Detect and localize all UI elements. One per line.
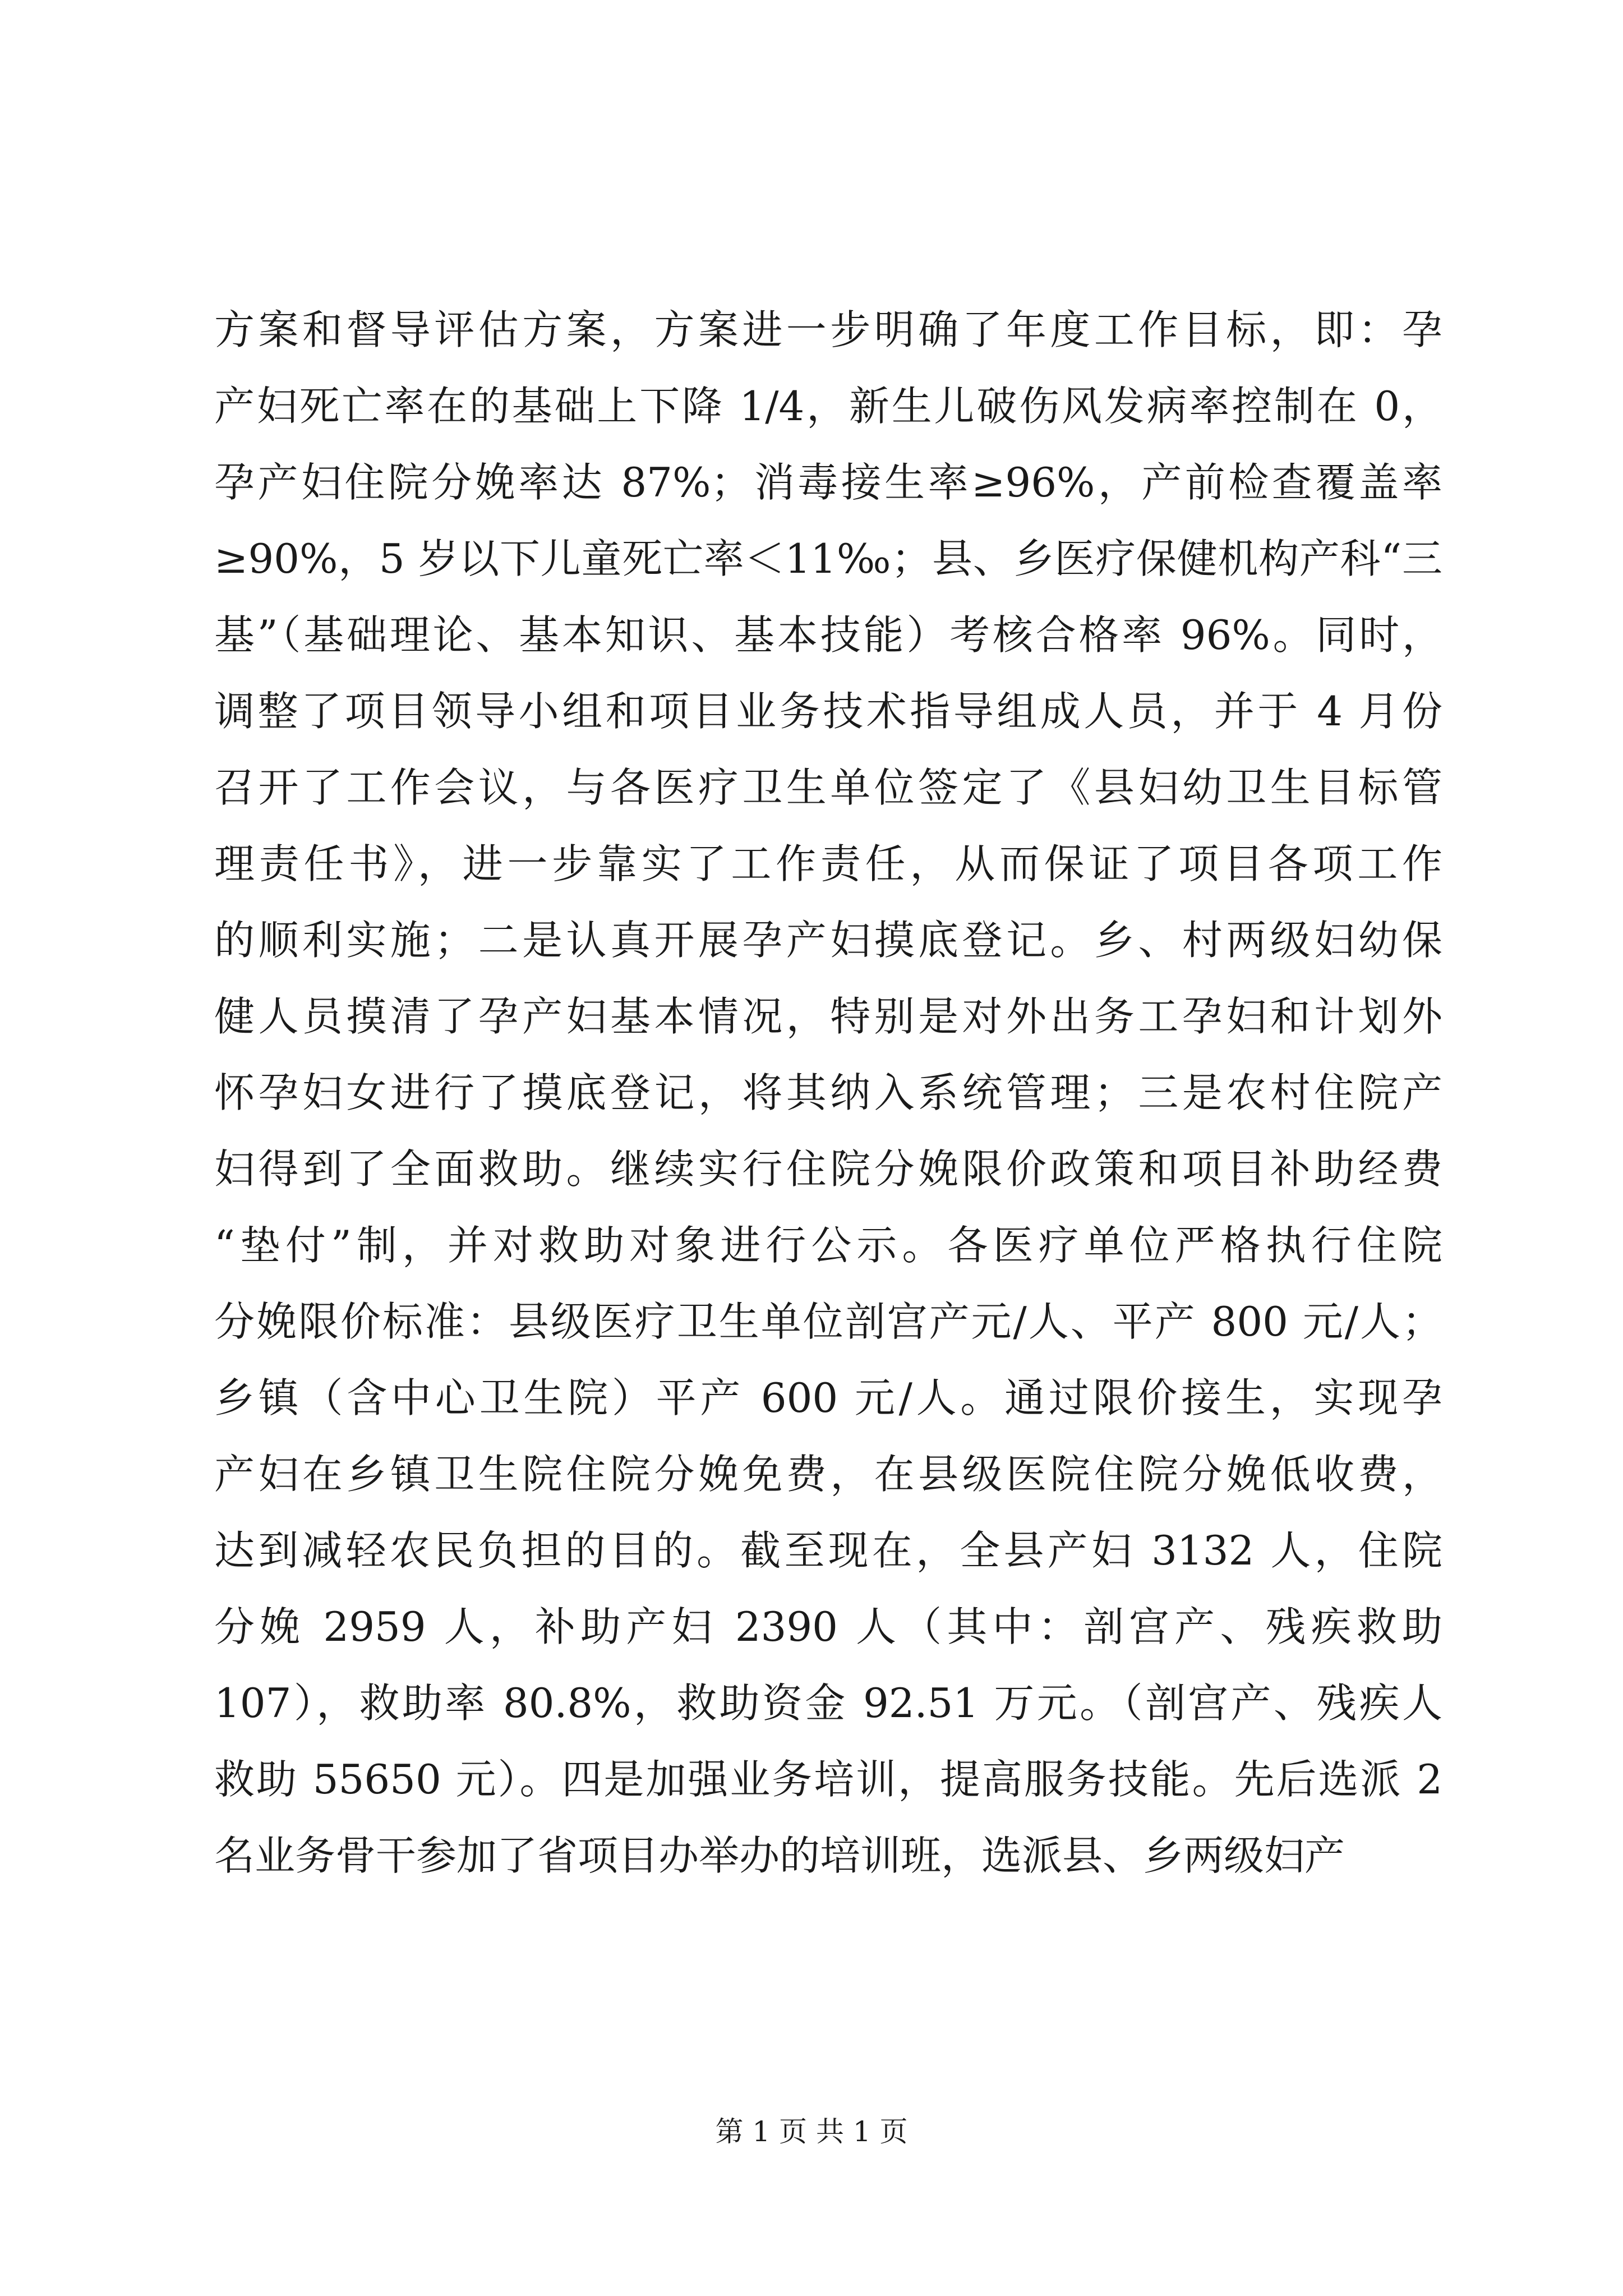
body-paragraph [214,292,1442,1894]
text-line: 分娩 2959 人，补助产妇 2390 人（其中：剖宫产、残疾救助 [214,1603,1442,1650]
text-line: 召开了工作会议，与各医疗卫生单位签定了《县妇幼卫生目标管 [214,764,1442,811]
text-line: 名业务骨干参加了省项目办举办的培训班，选派县、乡两级妇产 [214,1832,1345,1879]
text-line: 分娩限价标准：县级医疗卫生单位剖宫产元/人、平产 800 元/人； [214,1298,1442,1345]
text-line: 调整了项目领导小组和项目业务技术指导组成人员，并于 4 月份 [214,688,1442,735]
text-line: 达到减轻农民负担的目的。截至现在，全县产妇 3132 人，住院 [214,1527,1442,1574]
text-line: 理责任书》，进一步靠实了工作责任，从而保证了项目各项工作 [214,840,1442,887]
text-line: 方案和督导评估方案，方案进一步明确了年度工作目标，即：孕 [214,306,1442,353]
text-line: 孕产妇住院分娩率达 87%；消毒接生率≥96%，产前检查覆盖率 [214,459,1442,506]
text-line: 基”（基础理论、基本知识、基本技能）考核合格率 96%。同时， [214,611,1442,659]
text-line: 107），救助率 80.8%，救助资金 92.51 万元。（剖宫产、残疾人 [214,1680,1442,1727]
text-line: 怀孕妇女进行了摸底登记，将其纳入系统管理；三是农村住院产 [214,1069,1442,1116]
text-line: 妇得到了全面救助。继续实行住院分娩限价政策和项目补助经费 [214,1145,1442,1193]
page-footer: 第 1 页 共 1 页 [715,2115,908,2148]
text-line: “垫付”制，并对救助对象进行公示。各医疗单位严格执行住院 [214,1222,1442,1269]
text-line: 产妇死亡率在的基础上下降 1/4，新生儿破伤风发病率控制在 0， [214,383,1442,430]
text-line: 救助 55650 元）。四是加强业务培训，提高服务技能。先后选派 2 [214,1756,1442,1803]
text-line: 健人员摸清了孕产妇基本情况，特别是对外出务工孕妇和计划外 [214,993,1442,1040]
text-line: 产妇在乡镇卫生院住院分娩免费，在县级医院住院分娩低收费， [214,1451,1442,1498]
text-line: ≥90%，5 岁以下儿童死亡率＜11‰；县、乡医疗保健机构产科“三 [214,535,1442,582]
text-line: 的顺利实施；二是认真开展孕产妇摸底登记。乡、村两级妇幼保 [214,917,1442,964]
text-line: 乡镇（含中心卫生院）平产 600 元/人。通过限价接生，实现孕 [214,1374,1442,1421]
